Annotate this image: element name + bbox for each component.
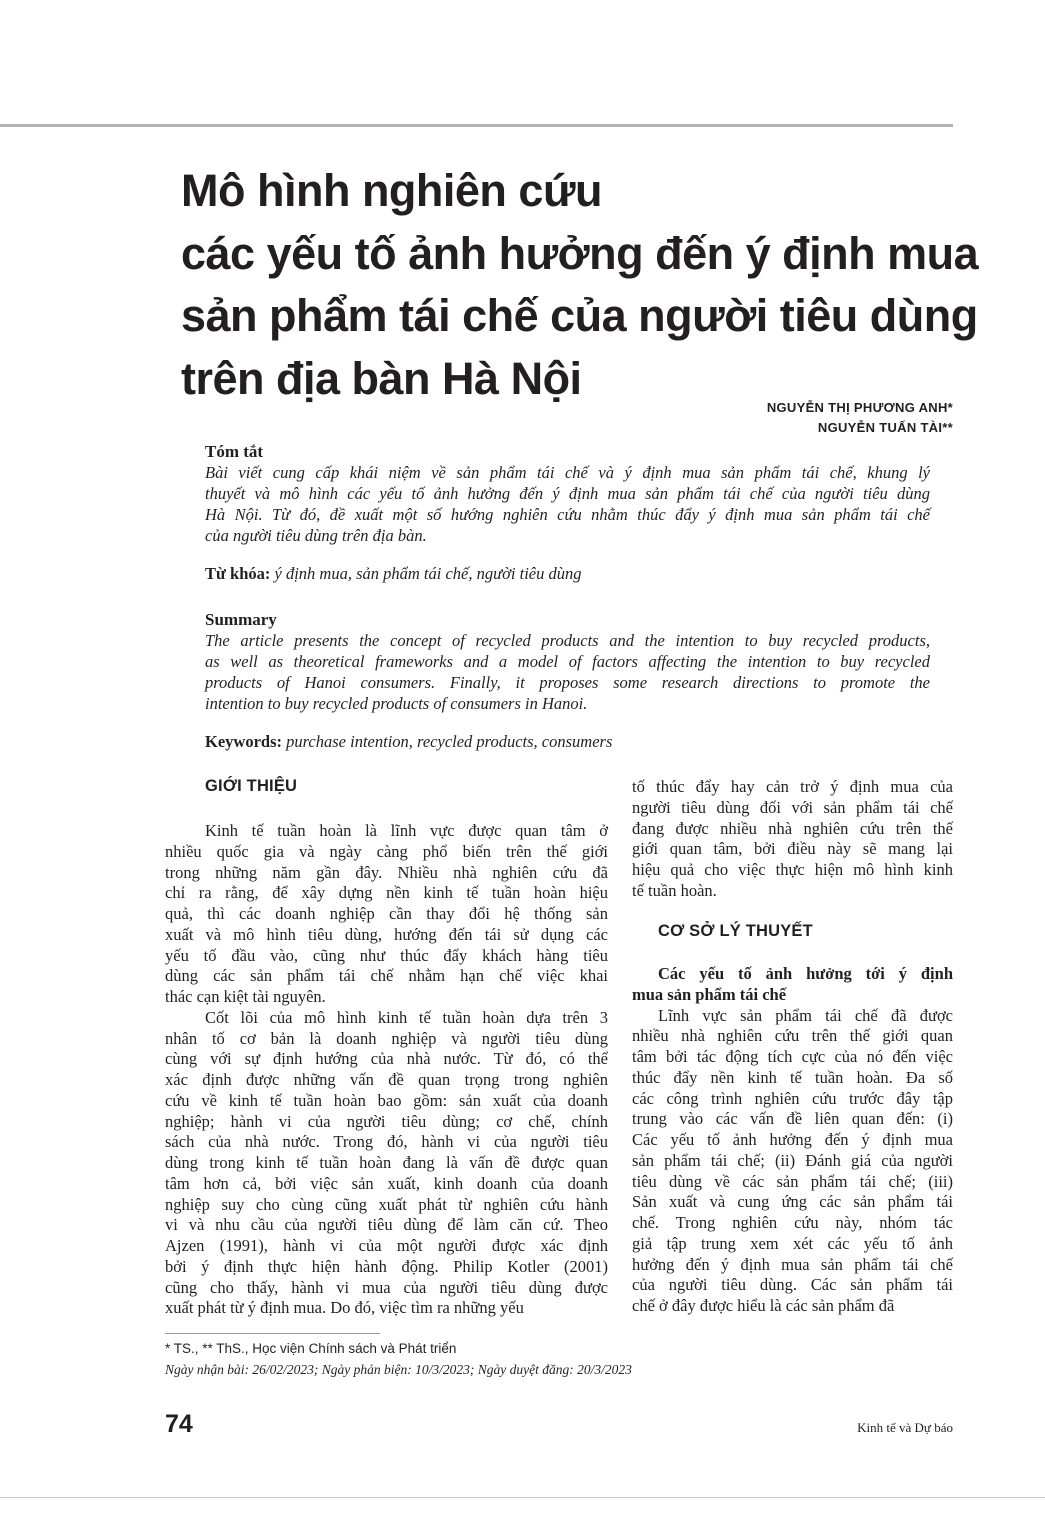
abstract-english xyxy=(205,609,930,752)
summary-line: intention to buy recycled products of consumers in Hanoi. xyxy=(205,694,588,713)
title-line: các yếu tố ảnh hưởng đến ý định mua xyxy=(181,227,979,279)
theory-paragraph xyxy=(632,1006,953,1317)
keywords-vi xyxy=(205,563,930,584)
keywords-en xyxy=(205,731,930,752)
text-line: chế. Trong nghiên cứu này, nhóm tác xyxy=(632,1213,953,1232)
text-line: hưởng đến ý định mua sản phẩm tái chế xyxy=(632,1254,953,1274)
text-line: của người tiêu dùng. Các sản phẩm tái xyxy=(632,1275,953,1295)
text-line: thác cạn kiệt tài nguyên. xyxy=(165,987,326,1006)
text-line: trong những năm gần đây. Nhiều nhà nghiên cứu đã xyxy=(165,862,608,882)
abstract-text xyxy=(205,462,930,546)
text-line: thúc đẩy nền kinh tế tuần hoàn. Đa số xyxy=(632,1067,953,1087)
summary-text xyxy=(205,630,930,714)
keywords-value: purchase intention, recycled products, consumers xyxy=(286,732,613,751)
text-line: chỉ ra rằng, để xây dựng nền kinh tế tuần hoàn hiệu xyxy=(165,883,608,903)
text-line: Sản xuất và cung ứng các sản phẩm tái xyxy=(632,1192,953,1212)
abstract-line: Bài viết cung cấp khái niệm về sản phẩm tái chế và ý định mua sản phẩm tái chế, khung lý xyxy=(205,463,930,482)
text-line: tâm bởi tác động tích cực của nó đến việc xyxy=(632,1047,953,1066)
intro-paragraph-2 xyxy=(165,1008,608,1319)
text-line: xuất phát từ ý định mua. Do đó, việc tìm ra những yếu xyxy=(165,1298,524,1318)
text-line: Kinh tế tuần hoàn là lĩnh vực được quan tâm ở xyxy=(205,821,608,840)
page-number: 74 xyxy=(165,1410,193,1438)
text-line: Cốt lõi của mô hình kinh tế tuần hoàn dựa trên 3 xyxy=(205,1007,608,1027)
text-line: trung vào các vấn đề liên quan đến: (i) xyxy=(632,1109,953,1129)
subsection-heading xyxy=(632,964,953,1006)
text-line: sách của nhà nước. Trong đó, hành vi của người tiêu xyxy=(165,1132,608,1152)
author-2: NGUYỄN TUẤN TÀI** xyxy=(817,420,953,435)
text-line: tâm hơn cả, bởi việc sản xuất, kinh doanh của doanh xyxy=(165,1173,608,1193)
text-line: nhân tố cơ bản là doanh nghiệp và người tiêu dùng xyxy=(165,1028,608,1048)
abstract-line: thuyết và mô hình các yếu tố ảnh hưởng đến ý định mua sản phẩm tái chế của người tiêu dùng xyxy=(205,484,930,503)
text-line: xác định được những vấn đề quan trọng trong nghiên xyxy=(165,1070,608,1089)
title-line: sản phẩm tái chế của người tiêu dùng xyxy=(181,290,978,341)
keywords-value: ý định mua, sản phẩm tái chế, người tiêu dùng xyxy=(274,564,582,583)
abstract-line: Hà Nội. Từ đó, đề xuất một số hướng nghiên cứu nhằm thúc đẩy ý định mua sản phẩm tái chế xyxy=(205,505,930,524)
text-line: tố thúc đẩy hay cản trở ý định mua của xyxy=(632,777,953,796)
footnote-affiliation: * TS., ** ThS., Học viện Chính sách và Phát triển xyxy=(165,1341,457,1356)
keywords-label: Keywords: xyxy=(205,732,282,751)
title-line: Mô hình nghiên cứu xyxy=(181,165,603,216)
author-1: NGUYỄN THỊ PHƯƠNG ANH* xyxy=(766,400,953,415)
subheading-line: mua sản phẩm tái chế xyxy=(632,984,787,1004)
text-line: Các yếu tố ảnh hưởng đến ý định mua xyxy=(632,1130,953,1149)
text-line: sản phẩm tái chế; (ii) Đánh giá của người xyxy=(632,1150,953,1170)
summary-heading: Summary xyxy=(205,610,277,629)
text-line: giới quan tâm, bởi điều này sẽ mang lại xyxy=(632,839,953,859)
text-line: cứu về kinh tế tuần hoàn bao gồm: sản xuất của doanh xyxy=(165,1090,608,1110)
text-line: tiêu dùng về các sản phẩm tái chế; (iii) xyxy=(632,1171,953,1191)
bottom-rule xyxy=(0,1497,1045,1498)
text-line: Ajzen (1991), hành vi của một người được xác định xyxy=(165,1236,608,1255)
text-line: đang được nhiều nhà nghiên cứu trên thế xyxy=(632,818,953,838)
top-rule xyxy=(0,124,953,127)
keywords-label: Từ khóa: xyxy=(205,564,271,583)
text-line: dùng trong kinh tế tuần hoàn đang là vấn đề được quan xyxy=(165,1153,608,1172)
text-line: xuất và mô hình tiêu dùng, hướng đến tái sử dụng các xyxy=(165,924,608,944)
summary-line: products of Hanoi consumers. Finally, it proposes some research directions to promote the xyxy=(205,673,930,692)
text-line: chế ở đây được hiểu là các sản phẩm đã xyxy=(632,1296,895,1315)
text-line: cũng cho thấy, hành vi mua của người tiêu dùng được xyxy=(165,1277,608,1297)
article-title xyxy=(181,160,978,410)
intro-paragraph-continued xyxy=(632,777,953,902)
text-line: nghiệp suy cho cùng cũng xuất phát từ nghiên cứu hành xyxy=(165,1194,608,1214)
text-line: quả, thì các doanh nghiệp cần thay đổi hệ thống sản xyxy=(165,904,608,923)
summary-line: The article presents the concept of recycled products and the intention to buy recycled products, xyxy=(205,631,930,650)
footnote-rule xyxy=(165,1333,380,1334)
text-line: dùng các sản phẩm tái chế nhằm hạn chế việc khai xyxy=(165,966,608,986)
text-line: người tiêu dùng đối với sản phẩm tái chế xyxy=(632,797,953,817)
text-line: yếu tố đầu vào, cũng như thúc đẩy khách hàng tiêu xyxy=(165,945,608,965)
abstract-line: của người tiêu dùng trên địa bàn. xyxy=(205,526,427,545)
text-line: tế tuần hoàn. xyxy=(632,880,717,900)
text-line: hiệu quả cho việc thực hiện mô hình kinh xyxy=(632,860,953,879)
summary-line: as well as theoretical frameworks and a model of factors affecting the intention to buy recycled xyxy=(205,652,930,671)
subheading-line: Các yếu tố ảnh hưởng tới ý định xyxy=(658,964,953,983)
text-line: Lĩnh vực sản phẩm tái chế đã được xyxy=(658,1005,953,1025)
authors xyxy=(767,398,953,438)
intro-paragraph-1 xyxy=(165,821,608,1008)
title-line: trên địa bàn Hà Nội xyxy=(181,352,582,404)
text-line: các công trình nghiên cứu trước đây tập xyxy=(632,1088,953,1108)
text-line: vi và nhu cầu của người tiêu dùng để làm căn cứ. Theo xyxy=(165,1215,608,1235)
section-heading-theory: CƠ SỞ LÝ THUYẾT xyxy=(658,922,813,940)
text-line: bởi ý định thực hiện hành động. Philip Kotler (2001) xyxy=(165,1256,608,1276)
text-line: nhiều nhà nghiên cứu trên thế giới quan xyxy=(632,1026,953,1046)
section-heading-introduction: GIỚI THIỆU xyxy=(205,777,298,795)
text-line: nhiều quốc gia và ngày càng phổ biến trên thế giới xyxy=(165,841,608,861)
abstract-vietnamese xyxy=(205,441,930,584)
text-line: giả tập trung xem xét các yếu tố ảnh xyxy=(632,1233,953,1253)
abstract-heading: Tóm tắt xyxy=(205,442,264,461)
footnote-dates: Ngày nhận bài: 26/02/2023; Ngày phản biện: 10/3/2023; Ngày duyệt đăng: 20/3/2023 xyxy=(165,1362,632,1377)
text-line: nghiệp; hành vi của người tiêu dùng; cơ chế, chính xyxy=(165,1111,608,1131)
text-line: cùng với sự định hướng của nhà nước. Từ đó, có thể xyxy=(165,1049,608,1069)
journal-name: Kinh tế và Dự báo xyxy=(857,1420,953,1435)
